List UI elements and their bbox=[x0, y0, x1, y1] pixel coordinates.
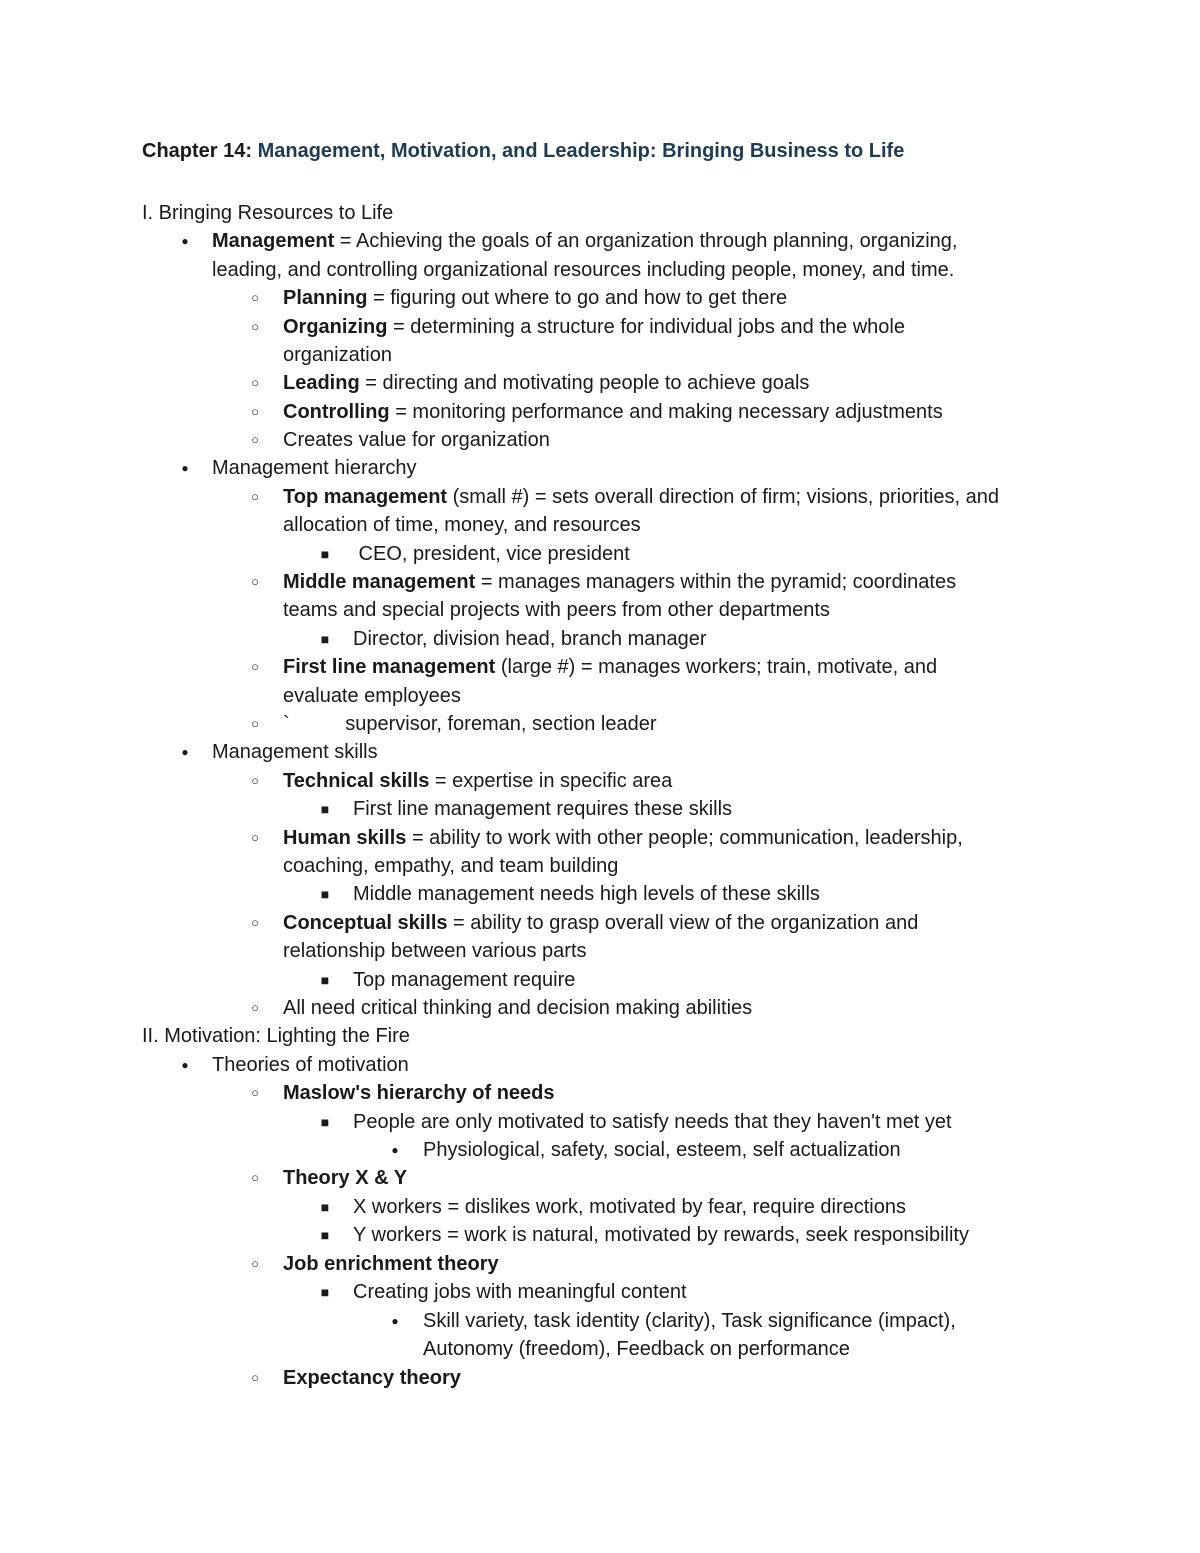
term-definition: (large #) = manages workers; train, motivate, and bbox=[495, 656, 938, 678]
outline-text bbox=[283, 398, 943, 426]
bullet-glyph: ○ bbox=[251, 659, 259, 674]
term-definition: = directing and motivating people to achieve goals bbox=[359, 372, 810, 394]
outline-text bbox=[283, 511, 641, 539]
term-label: Theory X & Y bbox=[283, 1167, 408, 1189]
bullet-glyph: ○ bbox=[251, 432, 259, 447]
outline-text bbox=[283, 1079, 555, 1107]
term-definition: X workers = dislikes work, motivated by fear, require directions bbox=[353, 1196, 906, 1218]
term-label: Management bbox=[212, 230, 335, 252]
term-definition: organization bbox=[283, 344, 392, 366]
outline-text bbox=[212, 738, 378, 766]
term-definition: Creating jobs with meaningful content bbox=[353, 1281, 687, 1303]
page-title bbox=[142, 140, 904, 163]
term-definition: II. Motivation: Lighting the Fire bbox=[142, 1025, 410, 1047]
bullet-glyph: ○ bbox=[251, 915, 259, 930]
bullet-glyph: ● bbox=[181, 234, 189, 248]
term-label: Maslow's hierarchy of needs bbox=[283, 1082, 555, 1104]
bullet-glyph: ■ bbox=[320, 1114, 330, 1130]
outline-text bbox=[212, 256, 954, 284]
term-definition: evaluate employees bbox=[283, 685, 461, 707]
bullet-glyph: ○ bbox=[251, 404, 259, 419]
bullet-glyph: ■ bbox=[320, 1284, 330, 1300]
outline-text bbox=[283, 313, 905, 341]
outline-text bbox=[353, 540, 630, 568]
outline-text bbox=[283, 1364, 461, 1392]
outline-text bbox=[353, 625, 707, 653]
term-definition: (small #) = sets overall direction of firm; visions, priorities, and bbox=[447, 486, 999, 508]
term-definition: = ability to work with other people; communication, leadership, bbox=[406, 827, 963, 849]
bullet-glyph: ○ bbox=[251, 1000, 259, 1015]
outline-text bbox=[283, 341, 392, 369]
outline-text bbox=[353, 880, 820, 908]
bullet-glyph: ○ bbox=[251, 290, 259, 305]
term-definition: = determining a structure for individual jobs and the whole bbox=[387, 316, 905, 338]
bullet-glyph: ● bbox=[391, 1143, 399, 1157]
term-definition: CEO, president, vice president bbox=[353, 543, 630, 565]
term-definition: = ability to grasp overall view of the organization and bbox=[447, 912, 919, 934]
outline-text bbox=[283, 426, 550, 454]
term-definition: = monitoring performance and making necessary adjustments bbox=[389, 401, 943, 423]
term-label: Organizing bbox=[283, 316, 388, 338]
term-label: Leading bbox=[283, 372, 360, 394]
term-definition: = expertise in specific area bbox=[429, 770, 673, 792]
bullet-glyph: ● bbox=[181, 461, 189, 475]
term-definition: relationship between various parts bbox=[283, 940, 587, 962]
title-accent: Management, Motivation, and Leadership: Bringing Business to Life bbox=[257, 140, 905, 162]
term-definition: = manages managers within the pyramid; coordinates bbox=[475, 571, 957, 593]
outline-text bbox=[423, 1335, 850, 1363]
bullet-glyph: ○ bbox=[251, 1170, 259, 1185]
term-label: Technical skills bbox=[283, 770, 430, 792]
bullet-glyph: ■ bbox=[320, 1199, 330, 1215]
term-definition: Creates value for organization bbox=[283, 429, 550, 451]
term-definition: Physiological, safety, social, esteem, self actualization bbox=[423, 1139, 901, 1161]
term-label: Planning bbox=[283, 287, 368, 309]
term-definition: coaching, empathy, and team building bbox=[283, 855, 619, 877]
outline-text bbox=[423, 1136, 901, 1164]
outline-text bbox=[283, 653, 937, 681]
term-definition: Autonomy (freedom), Feedback on performance bbox=[423, 1338, 850, 1360]
outline-text bbox=[283, 483, 999, 511]
outline-text bbox=[283, 994, 752, 1022]
bullet-glyph: ● bbox=[391, 1314, 399, 1328]
bullet-glyph: ● bbox=[181, 1058, 189, 1072]
outline-text bbox=[283, 369, 809, 397]
bullet-glyph: ■ bbox=[320, 972, 330, 988]
outline-text bbox=[353, 1108, 952, 1136]
title-prefix: Chapter 14: bbox=[142, 140, 258, 162]
bullet-glyph: ● bbox=[181, 745, 189, 759]
outline-text bbox=[353, 795, 732, 823]
outline-text bbox=[212, 1051, 409, 1079]
outline-text bbox=[283, 682, 461, 710]
term-definition: = figuring out where to go and how to get there bbox=[367, 287, 788, 309]
outline-text bbox=[283, 596, 830, 624]
term-definition: teams and special projects with peers from other departments bbox=[283, 599, 830, 621]
term-label: First line management bbox=[283, 656, 496, 678]
term-label: Middle management bbox=[283, 571, 476, 593]
outline-text bbox=[283, 937, 587, 965]
bullet-glyph: ○ bbox=[251, 574, 259, 589]
bullet-glyph: ○ bbox=[251, 773, 259, 788]
term-definition: Management hierarchy bbox=[212, 457, 417, 479]
term-definition: allocation of time, money, and resources bbox=[283, 514, 641, 536]
outline-text bbox=[353, 1278, 687, 1306]
term-definition: Y workers = work is natural, motivated by rewards, seek responsibility bbox=[353, 1224, 969, 1246]
bullet-glyph: ○ bbox=[251, 830, 259, 845]
outline-text bbox=[283, 1164, 407, 1192]
term-definition: Middle management needs high levels of these skills bbox=[353, 883, 820, 905]
term-definition: = Achieving the goals of an organization through planning, organizing, bbox=[334, 230, 958, 252]
term-definition: leading, and controlling organizational resources including people, money, and time. bbox=[212, 259, 955, 281]
bullet-glyph: ○ bbox=[251, 489, 259, 504]
outline-text bbox=[283, 710, 657, 738]
bullet-glyph: ○ bbox=[251, 375, 259, 390]
term-definition: Management skills bbox=[212, 741, 378, 763]
bullet-glyph: ■ bbox=[320, 631, 330, 647]
outline-text bbox=[283, 284, 787, 312]
bullet-glyph: ○ bbox=[251, 1085, 259, 1100]
bullet-glyph: ○ bbox=[251, 1370, 259, 1385]
term-label: Job enrichment theory bbox=[283, 1253, 499, 1275]
term-definition: Top management require bbox=[353, 969, 576, 991]
bullet-glyph: ■ bbox=[320, 1227, 330, 1243]
bullet-glyph: ■ bbox=[320, 546, 330, 562]
term-definition: All need critical thinking and decision making abilities bbox=[283, 997, 753, 1019]
term-definition: ` supervisor, foreman, section leader bbox=[283, 713, 657, 735]
outline-text bbox=[423, 1307, 956, 1335]
outline-text bbox=[283, 568, 956, 596]
bullet-glyph: ○ bbox=[251, 716, 259, 731]
outline-text bbox=[353, 966, 575, 994]
section-heading bbox=[142, 199, 393, 227]
outline-text bbox=[283, 852, 618, 880]
term-label: Human skills bbox=[283, 827, 407, 849]
term-definition: I. Bringing Resources to Life bbox=[142, 202, 394, 224]
bullet-glyph: ■ bbox=[320, 801, 330, 817]
term-definition: Director, division head, branch manager bbox=[353, 628, 707, 650]
term-definition: First line management requires these skills bbox=[353, 798, 733, 820]
term-definition: Skill variety, task identity (clarity), Task significance (impact), bbox=[423, 1310, 956, 1332]
bullet-glyph: ■ bbox=[320, 886, 330, 902]
bullet-glyph: ○ bbox=[251, 319, 259, 334]
outline-text bbox=[353, 1221, 969, 1249]
section-heading bbox=[142, 1022, 410, 1050]
term-label: Controlling bbox=[283, 401, 390, 423]
term-label: Conceptual skills bbox=[283, 912, 448, 934]
outline-text bbox=[353, 1193, 906, 1221]
term-definition: Theories of motivation bbox=[212, 1054, 409, 1076]
outline-text bbox=[283, 909, 918, 937]
outline-text bbox=[283, 767, 672, 795]
term-label: Top management bbox=[283, 486, 448, 508]
outline-text bbox=[212, 454, 417, 482]
outline-text bbox=[212, 227, 957, 255]
bullet-glyph: ○ bbox=[251, 1256, 259, 1271]
term-definition: People are only motivated to satisfy needs that they haven't met yet bbox=[353, 1111, 952, 1133]
term-label: Expectancy theory bbox=[283, 1367, 461, 1389]
outline-text bbox=[283, 1250, 499, 1278]
outline-text bbox=[283, 824, 963, 852]
